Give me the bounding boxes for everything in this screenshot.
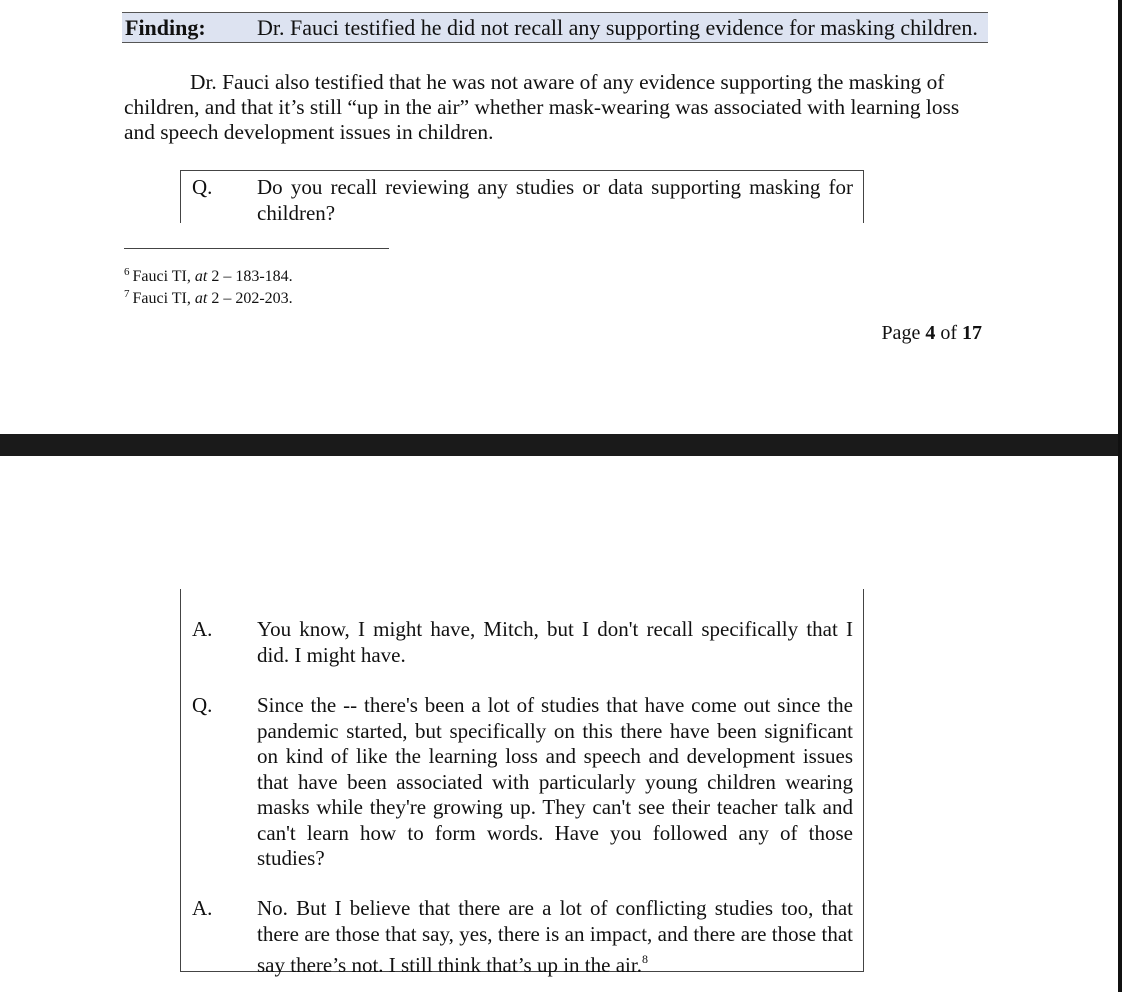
qa-text: You know, I might have, Mitch, but I don't recall specifically that I did. I might have. bbox=[257, 617, 853, 667]
page-total: 17 bbox=[962, 322, 982, 344]
footnote-ref-8: 8 bbox=[641, 952, 648, 966]
qa-text-container bbox=[257, 896, 853, 979]
qa-text: Since the -- there's been a lot of studies that have come out since the pandemic started, but specifically on this there have been significant on kind of like the learning loss and speech and development issues that have been associated with particularly young children wearing masks while they're growing up. They can't see their teacher talk and can't learn how to form words. Have you followed any of those studies? bbox=[257, 693, 853, 870]
qa-text: No. But I believe that there are a lot of conflicting studies too, that there are those that say, yes, there is an impact, and there are those that say there’s not. I still think that’s up in the air. bbox=[257, 896, 853, 977]
qa-text: Do you recall reviewing any studies or data supporting masking for children? bbox=[257, 175, 853, 225]
footnote-source: Fauci TI, bbox=[132, 268, 191, 285]
page-current: 4 bbox=[925, 322, 936, 344]
page-gap bbox=[0, 434, 1122, 456]
qa-tag: Q. bbox=[192, 175, 213, 199]
testimony-box-bottom bbox=[180, 589, 864, 977]
page-of: of bbox=[940, 322, 957, 344]
body-paragraph: Dr. Fauci also testified that he was not aware of any evidence supporting the masking of children, and that it’s still “up in the air” whether mask-wearing was associated with learning loss and speech development issues in children. bbox=[124, 70, 960, 144]
window-edge bbox=[1118, 0, 1122, 992]
document-page-5 bbox=[0, 456, 1118, 992]
footnote-at: at bbox=[194, 290, 208, 307]
testimony-box-top bbox=[180, 170, 864, 223]
qa-tag: Q. bbox=[192, 693, 213, 717]
footnote-cite: 2 – 202-203. bbox=[211, 290, 293, 307]
footnote-7 bbox=[124, 284, 293, 309]
finding-banner bbox=[122, 12, 988, 43]
footnote-cite: 2 – 183-184. bbox=[211, 268, 293, 285]
page-number bbox=[881, 322, 982, 345]
finding-label: Finding: bbox=[125, 15, 206, 40]
footnote-divider bbox=[124, 248, 389, 249]
qa-tag: A. bbox=[192, 617, 213, 641]
page-prefix: Page bbox=[881, 322, 921, 344]
footnote-source: Fauci TI, bbox=[132, 290, 191, 307]
footnote-at: at bbox=[194, 268, 208, 285]
footnote-number: 6 bbox=[124, 266, 130, 278]
finding-text: Dr. Fauci testified he did not recall any supporting evidence for masking children. bbox=[257, 15, 978, 40]
footnote-number: 7 bbox=[124, 288, 130, 300]
document-page-4 bbox=[0, 0, 1118, 434]
qa-tag: A. bbox=[192, 896, 213, 920]
